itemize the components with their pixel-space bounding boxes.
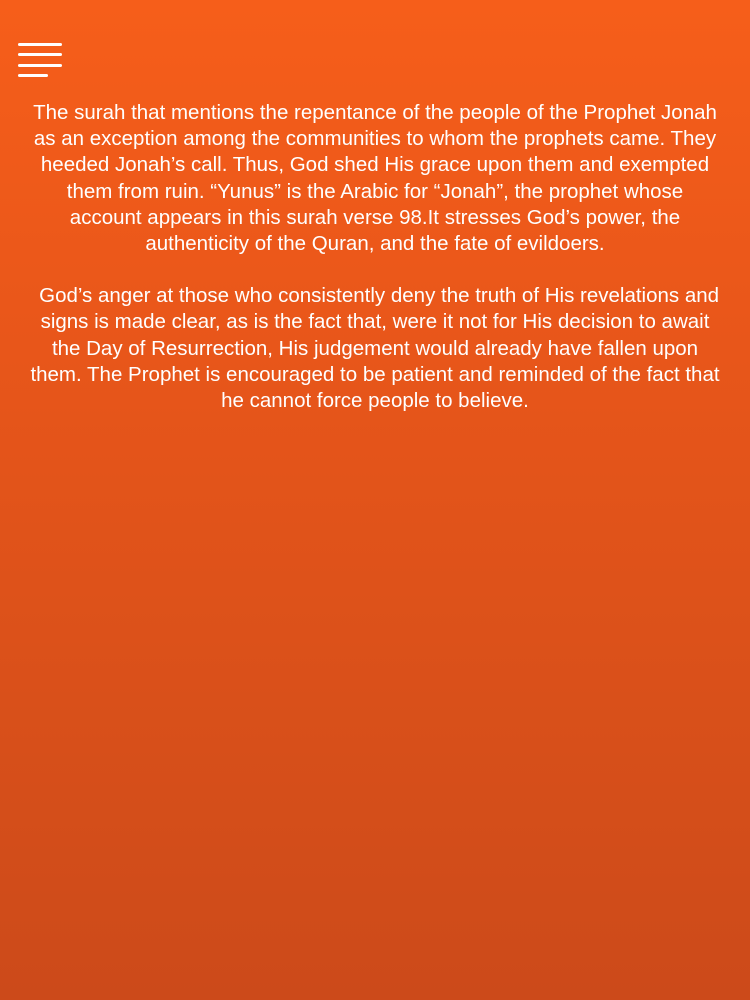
- surah-description: [30, 100, 720, 414]
- description-paragraph-2: God’s anger at those who consistently deny the truth of His revelations and signs is made clear, as is the fact that, were it not for His decision to await the Day of Resurrection, His judgement would already have fallen upon them. The Prophet is encouraged to be patient and reminded of the fact that he cannot force people to believe.: [30, 284, 720, 413]
- hamburger-menu-icon-bar: [18, 64, 62, 67]
- hamburger-menu-icon-bar: [18, 53, 62, 56]
- menu-button[interactable]: [18, 40, 64, 82]
- hamburger-menu-icon: [18, 43, 62, 46]
- description-paragraph-1: The surah that mentions the repentance of the people of the Prophet Jonah as an exception among the communities to whom the prophets came. They heeded Jonah’s call. Thus, God shed His grace upon them and exempted them from ruin. “Yunus” is the Arabic for “Jonah”, the prophet whose account appears in this surah verse 98.It stresses God’s power, the authenticity of the Quran, and the fate of evildoers.: [33, 101, 717, 256]
- hamburger-menu-icon-bar: [18, 74, 48, 77]
